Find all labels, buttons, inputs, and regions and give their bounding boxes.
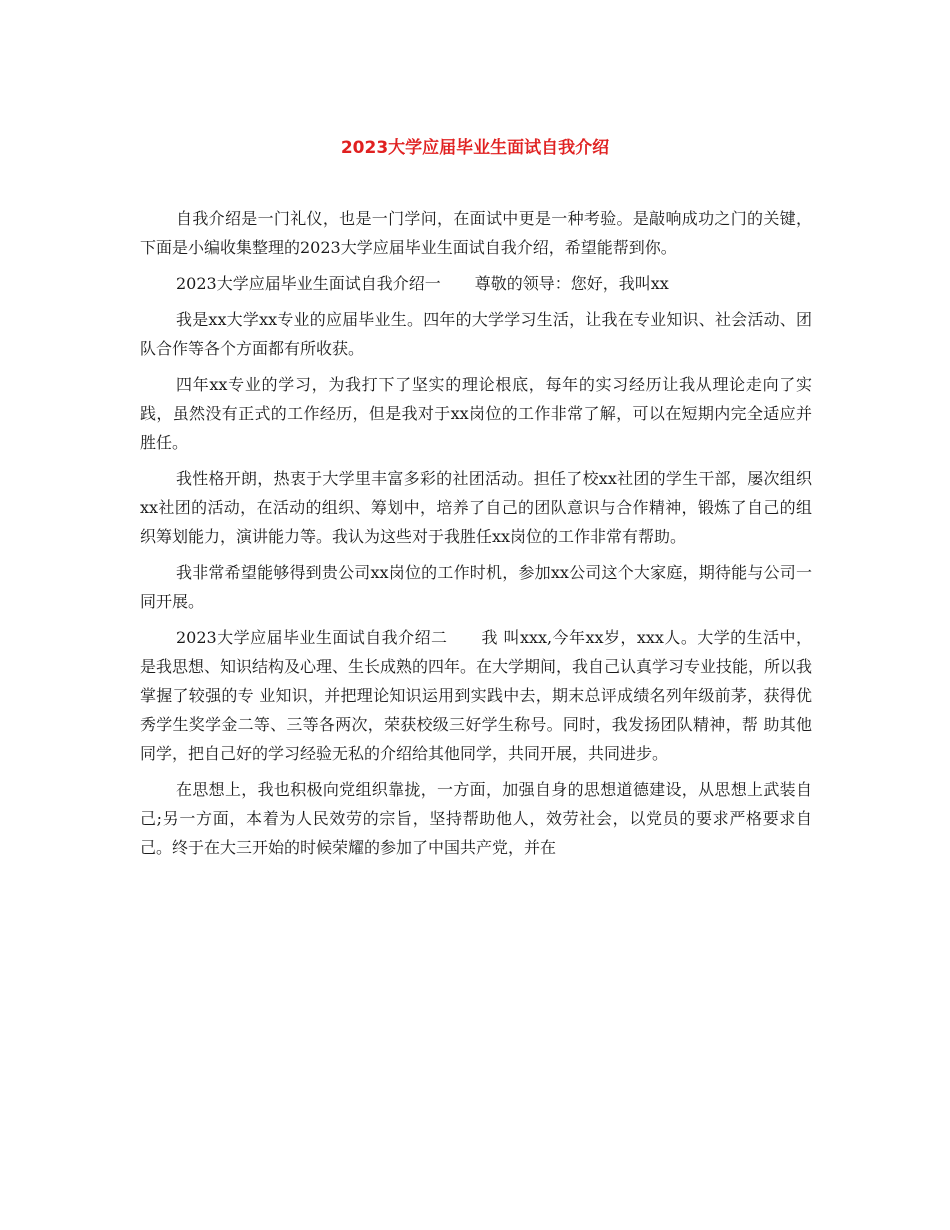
paragraph <box>140 775 812 862</box>
paragraph <box>140 370 812 457</box>
paragraph-text: 我是xx大学xx专业的应届毕业生。四年的大学学习生活，让我在专业知识、社会活动、团队合作等各个方面都有所收获。 <box>140 310 812 358</box>
document-body <box>140 204 812 869</box>
paragraph <box>140 558 812 616</box>
paragraph-text: 自我介绍是一门礼仪，也是一门学问，在面试中更是一种考验。是敲响成功之门的关键，下面是小编收集整理的2023大学应届毕业生面试自我介绍，希望能帮到你。 <box>140 209 812 257</box>
paragraph <box>140 269 812 298</box>
section-heading: 2023大学应届毕业生面试自我介绍二 <box>176 628 448 647</box>
section-heading: 2023大学应届毕业生面试自我介绍一 <box>176 274 441 293</box>
paragraph <box>140 464 812 551</box>
paragraph-text: 尊敬的领导：您好，我叫xx <box>474 274 669 293</box>
paragraph <box>140 305 812 363</box>
paragraph <box>140 623 812 768</box>
paragraph-text: 我非常希望能够得到贵公司xx岗位的工作时机，参加xx公司这个大家庭，期待能与公司一同开展。 <box>140 563 812 611</box>
paragraph-text: 四年xx专业的学习，为我打下了坚实的理论根底，每年的实习经历让我从理论走向了实践，虽然没有正式的工作经历，但是我对于xx岗位的工作非常了解，可以在短期内完全适应并胜任。 <box>140 375 812 452</box>
document-title: 2023大学应届毕业生面试自我介绍 <box>340 138 610 158</box>
paragraph-text: 我性格开朗，热衷于大学里丰富多彩的社团活动。担任了校xx社团的学生干部，屡次组织xx社团的活动，在活动的组织、筹划中，培养了自己的团队意识与合作精神，锻炼了自己的组织筹划能力，演讲能力等。我认为这些对于我胜任xx岗位的工作非常有帮助。 <box>140 469 812 546</box>
paragraph-text: 在思想上，我也积极向党组织靠拢，一方面，加强自身的思想道德建设，从思想上武装自己;另一方面，本着为人民效劳的宗旨，坚持帮助他人，效劳社会，以党员的要求严格要求自己。终于在大三开始的时候荣耀的参加了中国共产党，并在 <box>140 780 812 857</box>
paragraph-text: 我 叫xxx,今年xx岁，xxx人。大学的生活中，是我思想、知识结构及心理、生长成熟的四年。在大学期间，我自己认真学习专业技能，所以我掌握了较强的专 业知识，并把理论知识运用到实践中去，期末总评成绩名列年级前茅，获得优秀学生奖学金二等、三等各两次，荣获校级三好学生称号。同时，我发扬团队精神，帮 助其他同学，把自己好的学习经验无私的介绍给其他同学，共同开展，共同进步。 <box>140 628 813 763</box>
paragraph <box>140 204 812 262</box>
